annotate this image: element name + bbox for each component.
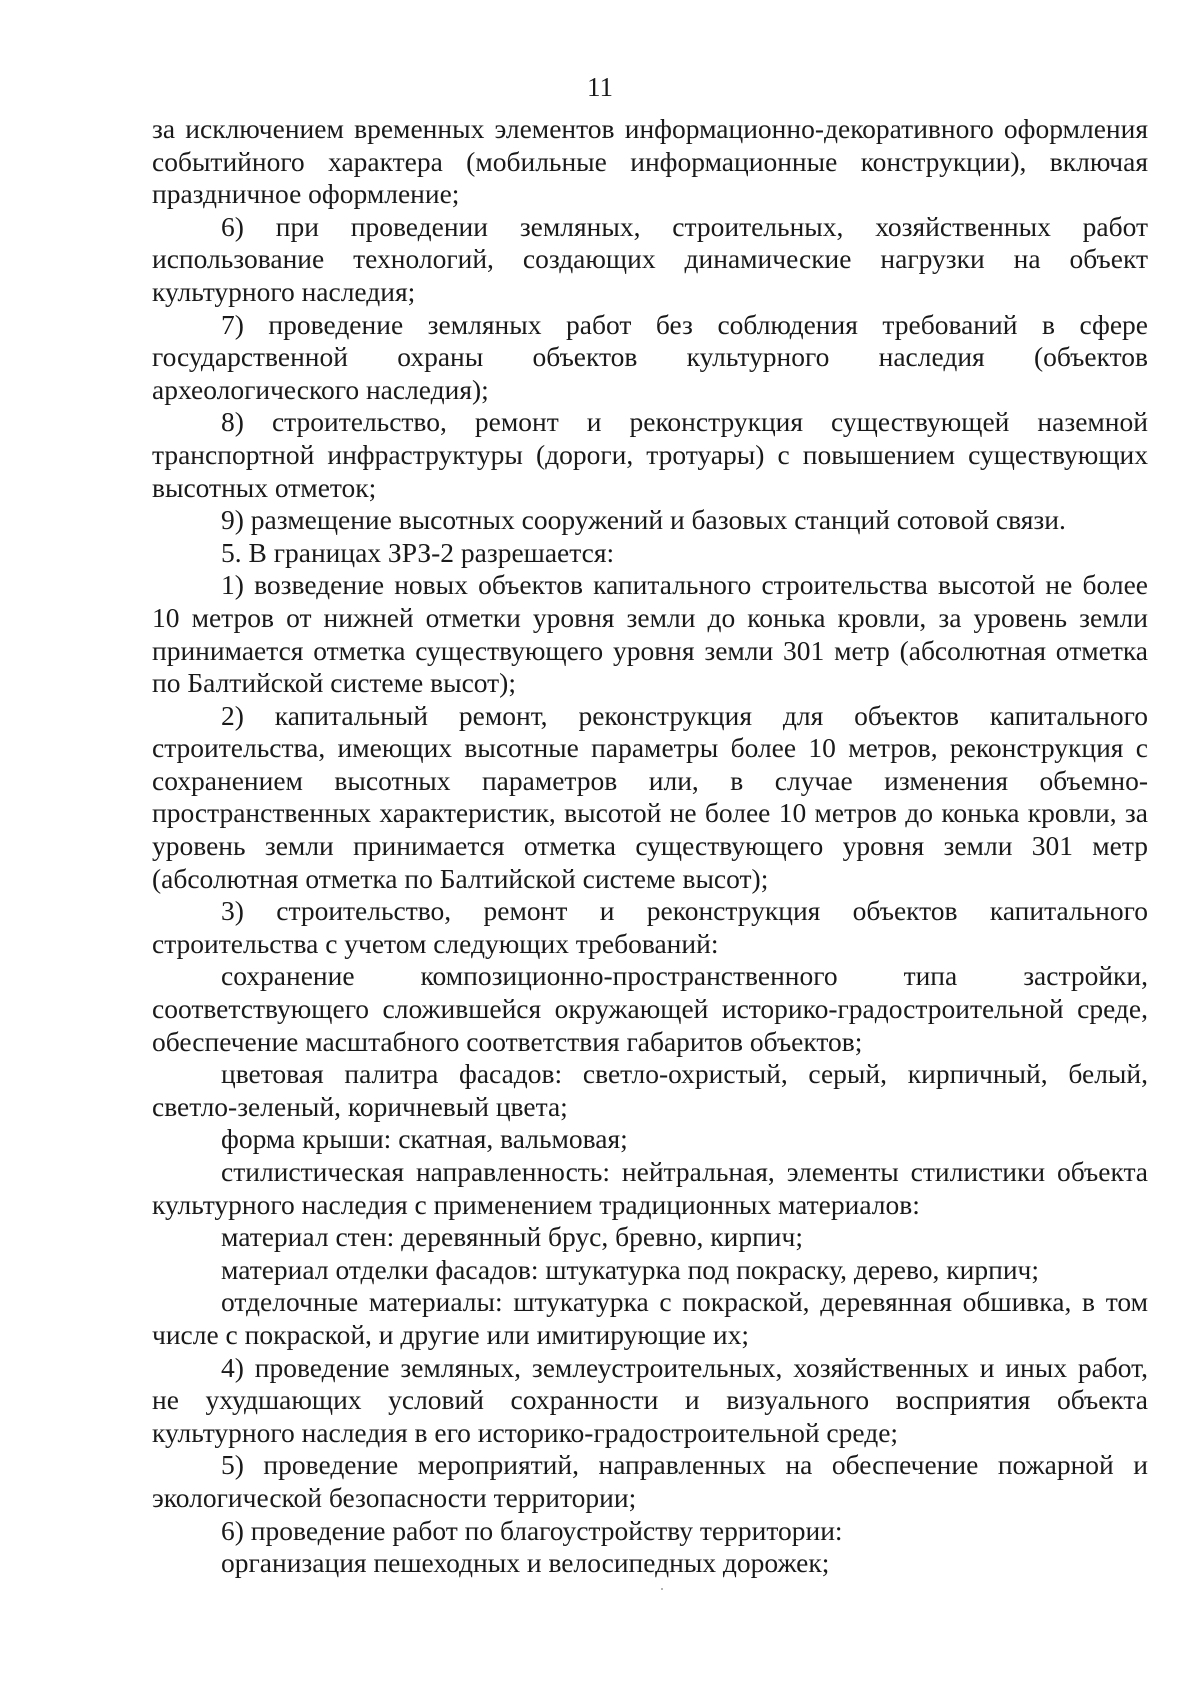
requirement-color-palette: цветовая палитра фасадов: светло-охристый, серый, кирпичный, белый, светло-зеленый, коричневый цвета; [152, 1058, 1148, 1122]
paragraph-prohibited-item-9: 9) размещение высотных сооружений и базовых станций сотовой связи. [221, 504, 1066, 536]
paragraph-allowed-item-5: 5) проведение мероприятий, направленных на обеспечение пожарной и экологической безопасности территории; [152, 1449, 1148, 1513]
requirement-composition: сохранение композиционно-пространственного типа застройки, соответствующего сложившейся окружающей историко-градостроительной среде, обеспечение масштабного соответствия габаритов объектов; [152, 960, 1148, 1057]
page-number: 11 [587, 72, 613, 102]
requirement-roof-form: форма крыши: скатная, вальмовая; [221, 1123, 628, 1155]
paragraph-allowed-item-6: 6) проведение работ по благоустройству территории: [221, 1514, 843, 1546]
paragraph-allowed-item-2: 2) капитальный ремонт, реконструкция для объектов капитального строительства, имеющих высотные параметры более 10 метров, реконструкция с сохранением высотных параметров или, в случае изменения объемно-пространственных характеристик, высотой не более 10 метров до конька кровли, за уровень земли принимается отметка существующего уровня земли 301 метр (абсолютная отметка по Балтийской системе высот); [152, 699, 1148, 894]
paragraph-prohibited-item-6: 6) при проведении земляных, строительных, хозяйственных работ использование технологий, создающих динамические нагрузки на объект культурного наследия; [152, 210, 1148, 307]
paragraph-exceptions-continuation: за исключением временных элементов информационно-декоративного оформления событийного характера (мобильные информационные конструкции), включая праздничное оформление; [152, 113, 1148, 210]
requirement-facade-finish: материал отделки фасадов: штукатурка под покраску, дерево, кирпич; [221, 1253, 1040, 1285]
paragraph-allowed-item-4: 4) проведение земляных, землеустроительных, хозяйственных и иных работ, не ухудшающих условий сохранности и визуального восприятия объекта культурного наследия в его историко-градостроительной среде; [152, 1351, 1148, 1448]
paragraph-landscaping-paths: организация пешеходных и велосипедных дорожек; [221, 1547, 830, 1579]
paragraph-allowed-item-3: 3) строительство, ремонт и реконструкция объектов капитального строительства с учетом следующих требований: [152, 895, 1148, 959]
paragraph-prohibited-item-8: 8) строительство, ремонт и реконструкция существующей наземной транспортной инфраструктуры (дороги, тротуары) с повышением существующих высотных отметок; [152, 406, 1148, 503]
requirement-wall-material: материал стен: деревянный брус, бревно, кирпич; [221, 1221, 803, 1253]
document-body [152, 113, 1148, 1580]
scan-artifact-dot [661, 1588, 663, 1590]
requirement-finishing-materials: отделочные материалы: штукатурка с покраской, деревянная обшивка, в том числе с покраской, и другие или имитирующие их; [152, 1286, 1148, 1350]
paragraph-prohibited-item-7: 7) проведение земляных работ без соблюдения требований в сфере государственной охраны объектов культурного наследия (объектов археологического наследия); [152, 308, 1148, 405]
section-heading-5: 5. В границах ЗРЗ-2 разрешается: [221, 536, 615, 568]
paragraph-allowed-item-1: 1) возведение новых объектов капитального строительства высотой не более 10 метров от нижней отметки уровня земли до конька кровли, за уровень земли принимается отметка существующего уровня земли 301 метр (абсолютная отметка по Балтийской системе высот); [152, 569, 1148, 699]
requirement-style: стилистическая направленность: нейтральная, элементы стилистики объекта культурного наследия с применением традиционных материалов: [152, 1156, 1148, 1220]
